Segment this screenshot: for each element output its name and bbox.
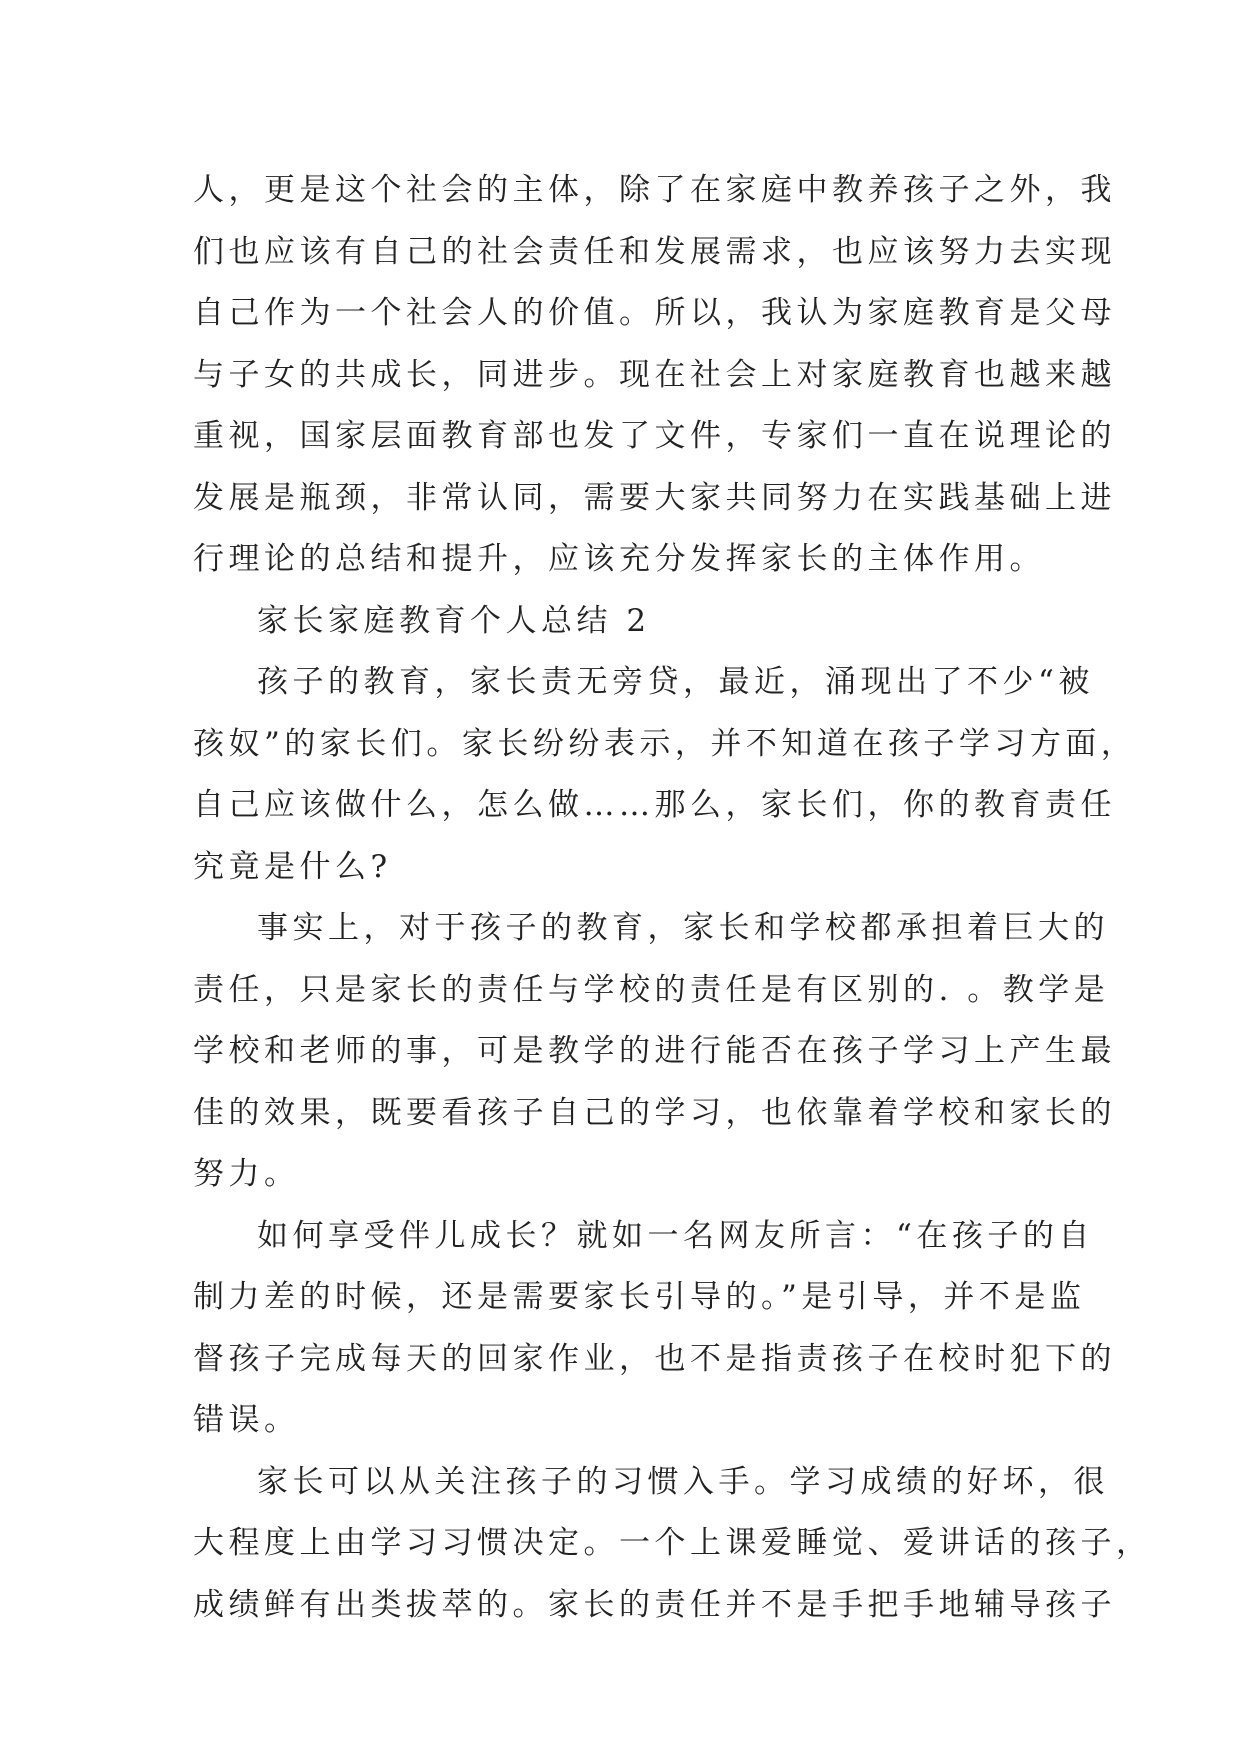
text-line: 责任，只是家长的责任与学校的责任是有区别的. 。教学是 bbox=[193, 971, 1110, 1008]
text-line: 如何享受伴儿成长？就如一名网友所言：“在孩子的自 bbox=[257, 1217, 1094, 1254]
text-line: 人，更是这个社会的主体，除了在家庭中教养孩子之外，我 bbox=[193, 172, 1116, 208]
text-line: 学校和老师的事，可是教学的进行能否在孩子学习上产生最 bbox=[193, 1033, 1116, 1069]
text-line: 发展是瓶颈，非常认同，需要大家共同努力在实践基础上进 bbox=[193, 479, 1116, 516]
text-line: 们也应该有自己的社会责任和发展需求，也应该努力去实现 bbox=[193, 233, 1116, 270]
text-line: 与子女的共成长，同进步。现在社会上对家庭教育也越来越 bbox=[193, 356, 1116, 393]
text-line: 自己应该做什么，怎么做……那么，家长们，你的教育责任 bbox=[193, 787, 1116, 823]
text-line: 大程度上由学习习惯决定。一个上课爱睡觉、爱讲话的孩子， bbox=[193, 1525, 1152, 1561]
text-line: 行理论的总结和提升，应该充分发挥家长的主体作用。 bbox=[193, 541, 1045, 577]
text-line: 究竟是什么? bbox=[193, 848, 392, 885]
text-line: 成绩鲜有出类拔萃的。家长的责任并不是手把手地辅导孩子 bbox=[193, 1586, 1116, 1623]
text-line: 错误。 bbox=[193, 1402, 300, 1438]
text-line: 孩子的教育，家长责无旁贷，最近，涌现出了不少“被 bbox=[257, 664, 1094, 700]
text-line: 自己作为一个社会人的价值。所以，我认为家庭教育是父母 bbox=[193, 295, 1116, 331]
text-line: 重视，国家层面教育部也发了文件，专家们一直在说理论的 bbox=[193, 418, 1116, 454]
text-line: 家长可以从关注孩子的习惯入手。学习成绩的好坏，很 bbox=[257, 1463, 1109, 1500]
text-line: 制力差的时候，还是需要家长引导的。”是引导，并不是监 bbox=[193, 1279, 1086, 1315]
text-line: 努力。 bbox=[193, 1156, 300, 1192]
body-text bbox=[193, 160, 1152, 1636]
section-heading: 家长家庭教育个人总结 2 bbox=[257, 602, 651, 639]
text-line: 督孩子完成每天的回家作业，也不是指责孩子在校时犯下的 bbox=[193, 1340, 1116, 1377]
text-line: 事实上，对于孩子的教育，家长和学校都承担着巨大的 bbox=[257, 910, 1109, 946]
text-line: 孩奴”的家长们。家长纷纷表示，并不知道在孩子学习方面， bbox=[193, 725, 1137, 762]
text-line: 佳的效果，既要看孩子自己的学习，也依靠着学校和家长的 bbox=[193, 1094, 1116, 1131]
